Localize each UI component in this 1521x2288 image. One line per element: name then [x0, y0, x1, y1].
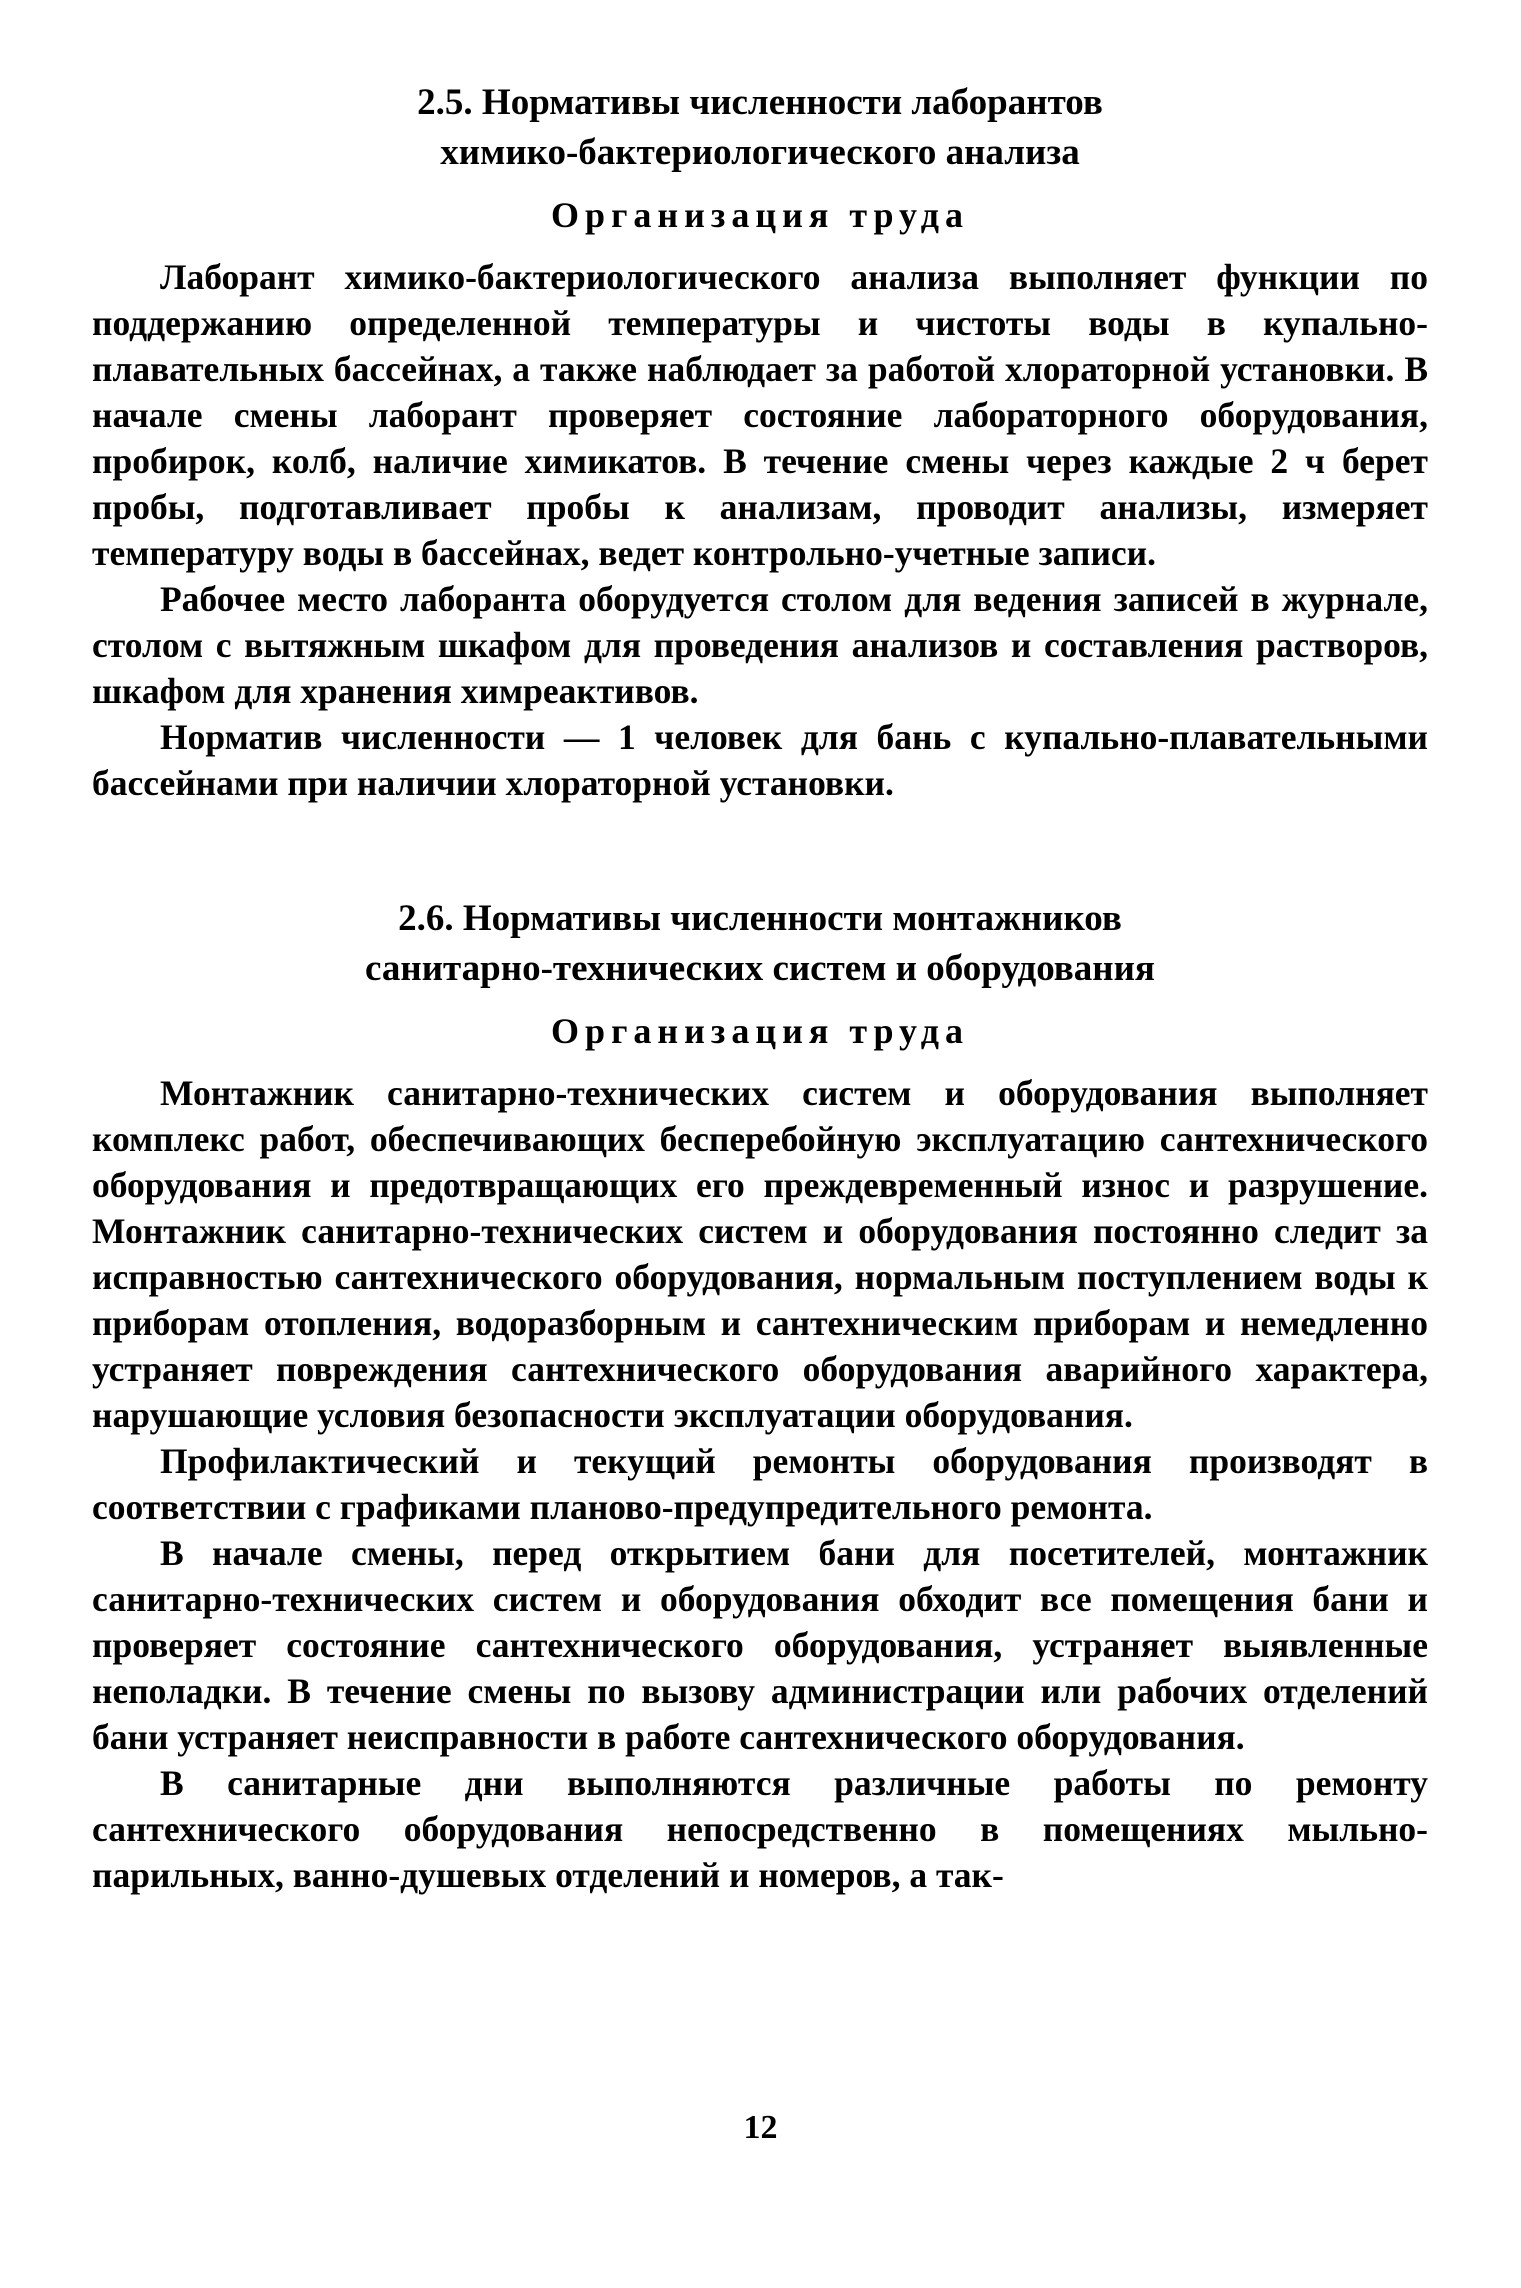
section-spacer: [92, 806, 1428, 894]
section-heading: [92, 894, 1428, 994]
section-heading-line-2: химико-бактериологического анализа: [440, 132, 1080, 173]
section-subheading: Организация труда: [551, 195, 969, 235]
paragraph: Монтажник санитарно-технических систем и оборудования выполняет комплекс работ, обеспечивающих бесперебойную эксплуатацию сантехнического оборудования и предотвращающих его преждевременный износ и разрушение. Монтажник санитарно-технических систем и оборудования постоянно следит за исправностью сантехнического оборудования, нормальным поступлением воды к приборам отопления, водоразборным и сантехническим приборам и немедленно устраняет повреждения сантехнического оборудования аварийного характера, нарушающие условия безопасности эксплуатации оборудования.: [92, 1073, 1428, 1435]
paragraph: В санитарные дни выполняются различные работы по ремонту сантехнического оборудования непосредственно в помещениях мыльно-парильных, ванно-душевых отделений и номеров, а так-: [92, 1763, 1428, 1895]
paragraph: Лаборант химико-бактериологического анализа выполняет функции по поддержанию определенной температуры и чистоты воды в купально-плавательных бассейнах, а также наблюдает за работой хлораторной установки. В начале смены лаборант проверяет состояние лабораторного оборудования, пробирок, колб, наличие химикатов. В течение смены через каждые 2 ч берет пробы, подготавливает пробы к анализам, проводит анализы, измеряет температуру воды в бассейнах, ведет контрольно-учетные записи.: [92, 257, 1428, 573]
section-subheading: Организация труда: [551, 1011, 969, 1051]
paragraph: Рабочее место лаборанта оборудуется столом для ведения записей в журнале, столом с вытяжным шкафом для проведения анализов и составления растворов, шкафом для хранения химреактивов.: [92, 579, 1428, 711]
section-heading-line-2: санитарно-технических систем и оборудования: [365, 948, 1155, 989]
section-heading: [92, 78, 1428, 178]
section-2-6: [92, 894, 1428, 1898]
section-heading-line-1: 2.5. Нормативы численности лаборантов: [417, 82, 1103, 123]
page-number: 12: [743, 2109, 778, 2146]
paragraph: Норматив численности — 1 человек для бань с купально-плавательными бассейнами при наличии хлораторной установки.: [92, 717, 1428, 803]
page: [92, 78, 1428, 1898]
section-heading-line-1: 2.6. Нормативы численности монтажников: [398, 898, 1122, 939]
paragraph: В начале смены, перед открытием бани для посетителей, монтажник санитарно-технических систем и оборудования обходит все помещения бани и проверяет состояние сантехнического оборудования, устраняет выявленные неполадки. В течение смены по вызову администрации или рабочих отделений бани устраняет неисправности в работе сантехнического оборудования.: [92, 1533, 1428, 1757]
paragraph: Профилактический и текущий ремонты оборудования производят в соответствии с графиками планово-предупредительного ремонта.: [92, 1441, 1428, 1527]
section-2-5: [92, 78, 1428, 806]
